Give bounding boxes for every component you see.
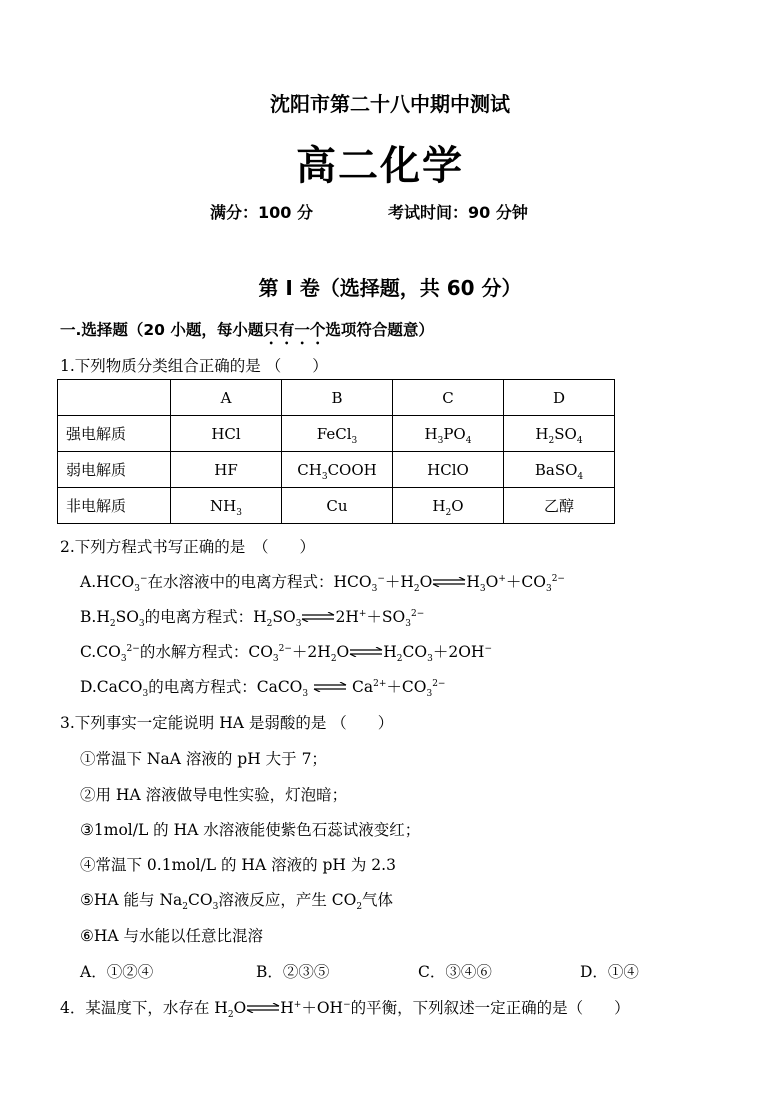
text: CO (188, 891, 213, 909)
text: SO (272, 608, 296, 626)
equilibrium-arrow-icon (313, 682, 347, 692)
row-label: 弱电解质 (58, 452, 171, 488)
table-cell: $CH_3COOH$ (282, 452, 393, 488)
text: 的电离方程式：CaCO (148, 678, 303, 696)
table-cell: HCl (171, 416, 282, 452)
text: H (383, 643, 397, 661)
classification-table (57, 379, 615, 524)
part-heading (60, 318, 434, 348)
table-corner-cell (58, 380, 171, 416)
q2-option-c: $C.CO_3^{2-}$的水解方程式：$CO_3^{2-}+2H_2O$ $H_2CO_3+2OH^-$ (80, 643, 492, 665)
table-cell: $H_2O$ (393, 488, 504, 524)
part-suffix: 选项符合题意） (325, 321, 434, 339)
row-label: 强电解质 (58, 416, 171, 452)
section-title: 第 I 卷（选择题，共 60 分） (258, 276, 522, 300)
table-header-row (58, 380, 615, 416)
table-header-cell: D (504, 380, 615, 416)
text: O (419, 573, 433, 591)
q4-stem: 4．某温度下，水存在 $H_2O$ H+＋OH−的平衡，下列叙述一定正确的是（ ） (60, 999, 630, 1021)
text: B.H (80, 608, 110, 626)
table-row (58, 452, 615, 488)
q2-option-d: D.CaCO$_3$的电离方程式：CaCO$_3$ $Ca^{2+}+CO_3^{2-}$ (80, 678, 446, 700)
table-cell: $H_2SO_4$ (504, 416, 615, 452)
equilibrium-arrow-icon (246, 1003, 280, 1013)
text: 气体 (362, 891, 394, 909)
q1-stem: 1.下列物质分类组合正确的是 （ ） (60, 357, 328, 375)
table-cell: FeCl$_3$ (282, 416, 393, 452)
table-cell: $H_3PO_4$ (393, 416, 504, 452)
equilibrium-arrow-icon (432, 577, 466, 587)
q2-option-b: $B.H_2SO_3$的电离方程式：$H_2SO_3$ $2H^++SO_3^{2-}$ (80, 608, 425, 630)
text: ＋CO (386, 678, 427, 696)
text: H (466, 573, 480, 591)
text: 4．某温度下，水存在 H (60, 999, 228, 1017)
subject-title: 高二化学 (296, 143, 464, 189)
table-cell: HClO (393, 452, 504, 488)
q3-option: D．①④ (580, 963, 639, 981)
table-header-cell: B (282, 380, 393, 416)
part-prefix: 一.选择题（20 小题，每小题 (60, 321, 264, 339)
table-header-cell: A (171, 380, 282, 416)
q3-item: ⑥HA 与水能以任意比混溶 (80, 927, 264, 945)
table-header-cell: C (393, 380, 504, 416)
table-cell: 乙醇 (504, 488, 615, 524)
row-label: 非电解质 (58, 488, 171, 524)
q3-item: ④常温下 0.1mol/L 的 HA 溶液的 pH 为 2.3 (80, 856, 396, 874)
q2-stem: 2.下列方程式书写正确的是 （ ） (60, 538, 316, 556)
text: O (336, 643, 350, 661)
text: D.CaCO (80, 678, 143, 696)
text: ＋CO (505, 573, 546, 591)
q3-stem: 3.下列事实一定能说明 HA 是弱酸的是 （ ） (60, 714, 394, 732)
q3-item: ②用 HA 溶液做导电性实验，灯泡暗； (80, 786, 348, 804)
text: ＋H (384, 573, 414, 591)
text: ＋OH (301, 999, 344, 1017)
part-emphasis: 只有一个 (263, 321, 326, 339)
text: O (233, 999, 247, 1017)
text: SO (115, 608, 139, 626)
text: 的水解方程式：CO (139, 643, 273, 661)
q3-item: ①常温下 NaA 溶液的 pH 大于 7； (80, 750, 327, 768)
table-cell: $NH_3$ (171, 488, 282, 524)
text: C.CO (80, 643, 121, 661)
text: 的平衡，下列叙述一定正确的是（ ） (350, 999, 630, 1017)
table-row (58, 488, 615, 524)
text: H (280, 999, 294, 1017)
equilibrium-arrow-icon (349, 647, 383, 657)
text: ＋2OH (432, 643, 485, 661)
text: A.HCO (80, 573, 135, 591)
text: CO (402, 643, 428, 661)
full-marks: 满分：100 分 (210, 203, 313, 222)
text: 在水溶液中的电离方程式：HCO (147, 573, 372, 591)
text: ＋SO (366, 608, 406, 626)
text: O (485, 573, 499, 591)
exam-time: 考试时间：90 分钟 (388, 203, 528, 222)
q3-item: ③1mol/L 的 HA 水溶液能使紫色石蕊试液变红； (80, 821, 421, 839)
q3-option: C．③④⑥ (418, 963, 492, 981)
q3-option: B．②③⑤ (256, 963, 330, 981)
school-title: 沈阳市第二十八中期中测试 (270, 92, 510, 116)
text: 溶液反应，产生 CO (218, 891, 357, 909)
text: ＋2H (291, 643, 331, 661)
table-row (58, 416, 615, 452)
table-cell: BaSO$_4$ (504, 452, 615, 488)
table-cell: Cu (282, 488, 393, 524)
text: ⑤HA 能与 Na (80, 891, 183, 909)
q3-item: ⑤HA 能与 $Na_2CO_3$溶液反应，产生 $CO_2$气体 (80, 891, 394, 913)
text: 2H (335, 608, 359, 626)
text: 的电离方程式：H (144, 608, 267, 626)
table-cell: HF (171, 452, 282, 488)
q3-option: A．①②④ (80, 963, 154, 981)
equilibrium-arrow-icon (301, 612, 335, 622)
text: Ca (347, 678, 374, 696)
q2-option-a: $A.HCO_3^-$在水溶液中的电离方程式：$HCO_3^-+H_2O$ $H_3O^++CO_3^{2-}$ (80, 573, 565, 595)
